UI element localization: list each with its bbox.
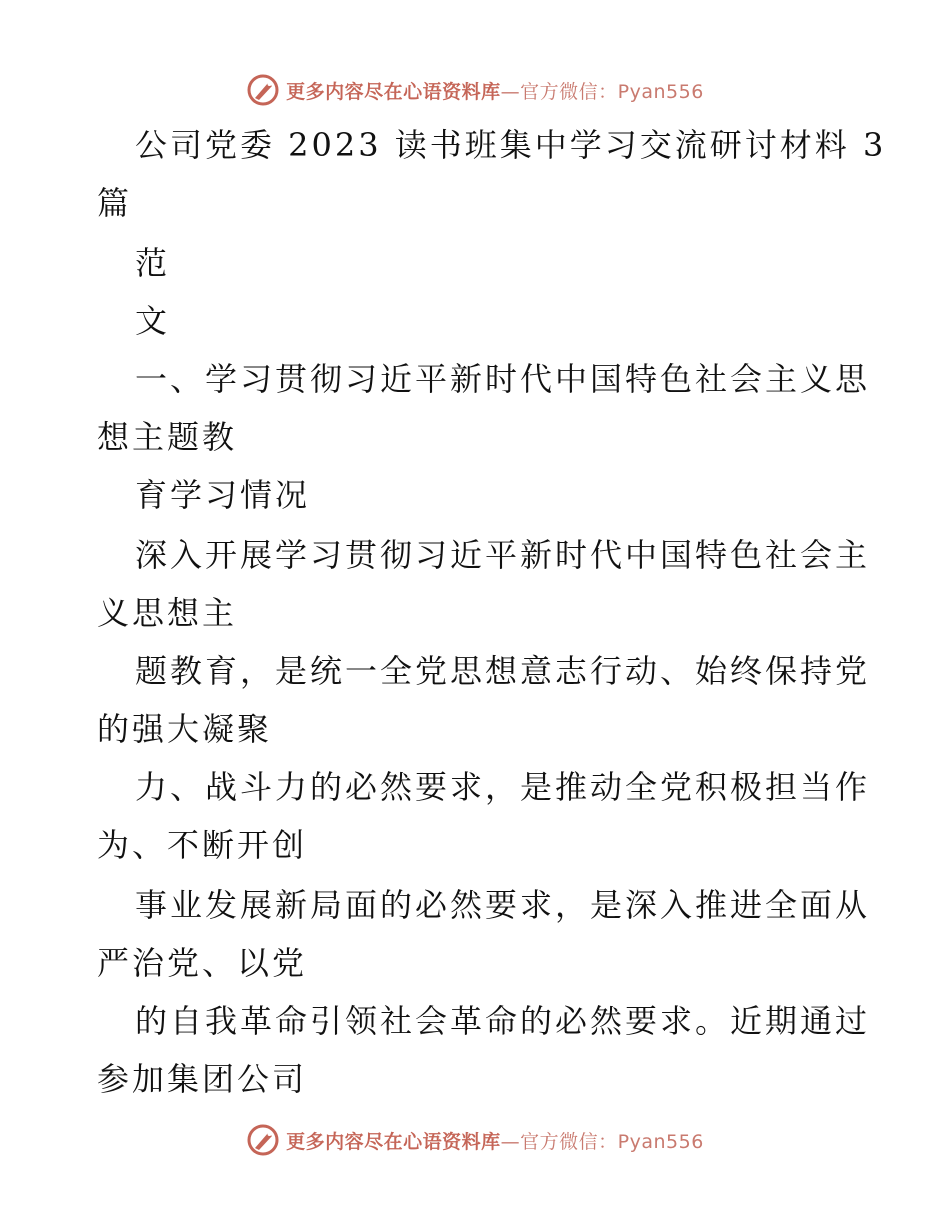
paragraph-line: 的自我革命引领社会革命的必然要求。近期通过 <box>135 1002 871 1040</box>
document-line: 文 <box>135 302 171 340</box>
paragraph-line: 义思想主 <box>97 594 238 632</box>
paragraph-line: 题教育，是统一全党思想意志行动、始终保持党 <box>135 652 871 690</box>
document-line: 范 <box>135 244 171 282</box>
watermark-title: 更多内容尽在心语资料库 <box>286 80 501 103</box>
paragraph-line: 的强大凝聚 <box>97 710 273 748</box>
pen-logo-icon <box>246 1123 280 1157</box>
watermark-contact: —官方微信：Pyan556 <box>500 1130 704 1153</box>
document-title-line-2: 篇 <box>97 184 133 222</box>
paragraph-line: 力、战斗力的必然要求，是推动全党积极担当作 <box>135 768 871 806</box>
section-heading-line-1: 一、学习贯彻习近平新时代中国特色社会主义思 <box>135 360 871 398</box>
footer-watermark <box>0 1120 950 1160</box>
document-title-line-1: 公司党委 2023 读书班集中学习交流研讨材料 3 <box>135 126 887 164</box>
watermark-text <box>286 77 704 104</box>
watermark-text <box>286 1127 704 1154</box>
watermark-contact: —官方微信：Pyan556 <box>500 80 704 103</box>
pen-logo-icon <box>246 73 280 107</box>
paragraph-line: 参加集团公司 <box>97 1060 308 1098</box>
section-heading-line-2: 想主题教 <box>97 418 238 456</box>
paragraph-line: 深入开展学习贯彻习近平新时代中国特色社会主 <box>135 536 871 574</box>
section-heading-line-3: 育学习情况 <box>135 476 311 514</box>
paragraph-line: 为、不断开创 <box>97 826 308 864</box>
watermark-title: 更多内容尽在心语资料库 <box>286 1130 501 1153</box>
header-watermark <box>0 70 950 110</box>
paragraph-line: 事业发展新局面的必然要求，是深入推进全面从 <box>135 886 871 924</box>
paragraph-line: 严治党、以党 <box>97 944 308 982</box>
